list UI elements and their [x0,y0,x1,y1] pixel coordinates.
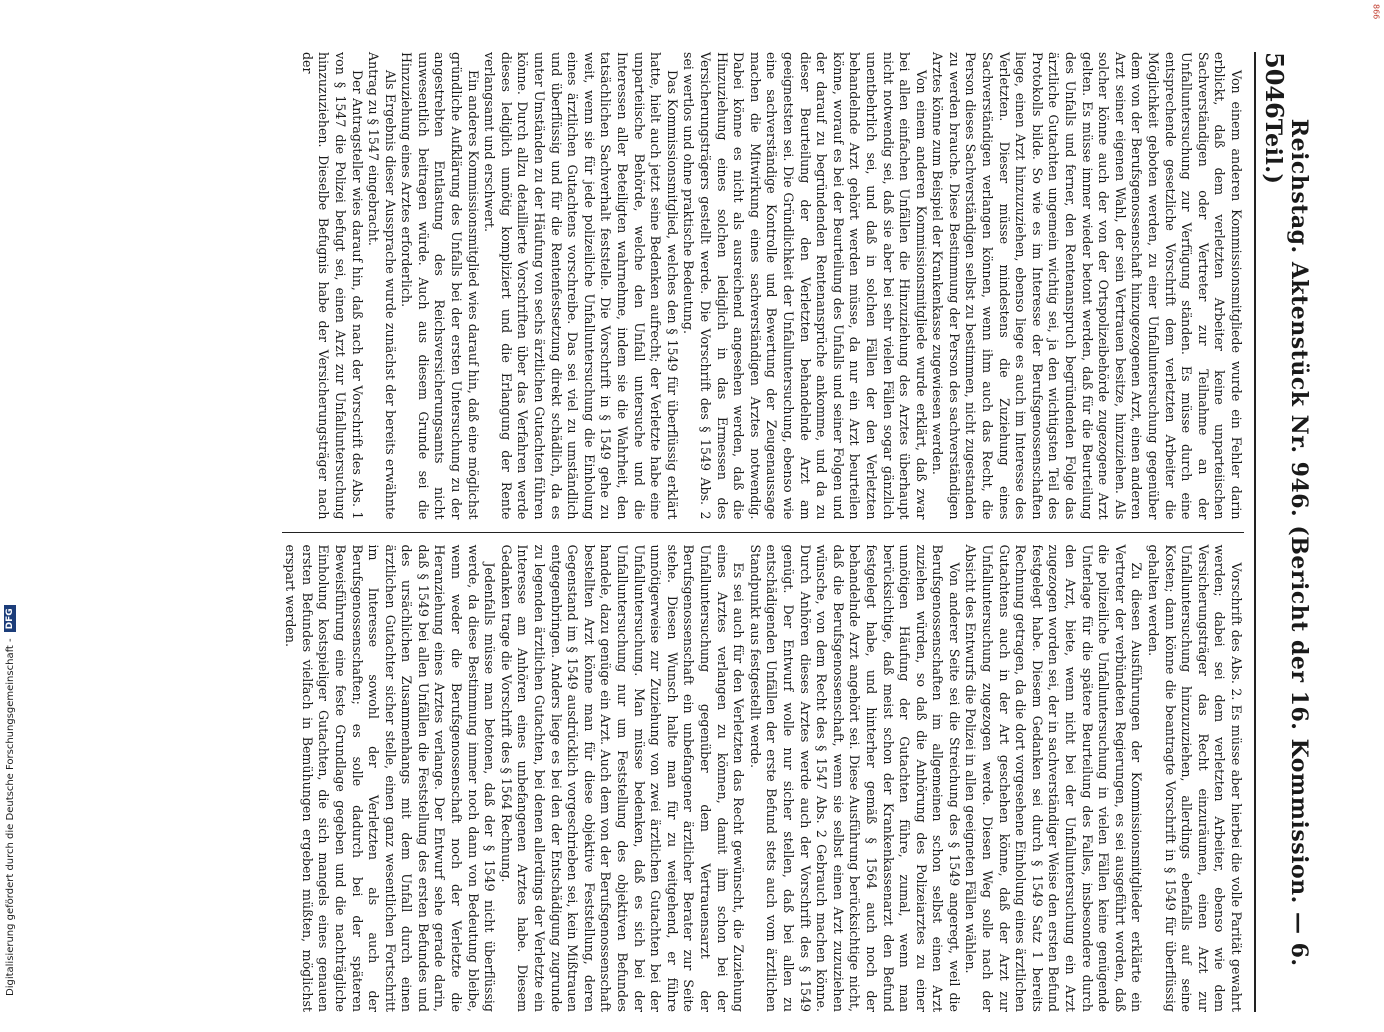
paragraph: Es sei auch für den Verletzten das Recht gewünscht, die Zuziehung eines Arztes verlangen zu können, damit ihm schon bei der Unfalluntersuchung gegenüber dem Vertrauensarzt der Berufsgenossenschaft ein unbefangener ärztlicher Berater zur Seite stehe. Diesen Wunsch halte man für zu weitgehend, er führe unnötigerweise zur Zuziehung von zwei ärztlichen Gutachten bei der Unfalluntersuchung. Man müsse bedenken, daß es sich bei der Unfalluntersuchung nur um Feststellung des objektiven Befundes handele, dazu genüge ein Arzt. Auch dem von der Berufsgenossenschaft bestellten Arzt könne man für diese objektive Feststellung, deren Gegenstand im § 1549 ausdrücklich vorgeschrieben sei, kein Mißtrauen entgegenbringen. Anders liege es bei den der Entschädigung zugrunde zu legenden ärztlichen Gutachten, bei denen allerdings der Verletzte ein Interesse am Anhören eines unbefangenen Arztes habe. Diesem Gedanken trage die Vorschrift des § 1564 Rechnung. [498,544,747,1012]
paragraph: Der Antragsteller wies darauf hin, daß nach der Vorschrift des Abs. 1 von § 1547 die Polizei befugt sei, einen Arzt zur Unfalluntersuchung hinzuzuziehen. Dieselbe Befugnis habe der Versicherungsträger nach der [299,52,365,520]
page-id-mark: 866 [1371,4,1380,20]
page-number: 5046 [1260,52,1289,119]
paragraph: Von einem anderen Kommissionsmitgliede wurde ein Fehler darin erblickt, daß dem verletzten Arbeiter keine unparteiischen Sachverständigen oder Vertreter zur Teilnahme an der Unfalluntersuchung zur Verfügung ständen. Es müsse durch eine entsprechende gesetzliche Vorschrift dem verletzten Arbeiter die Möglichkeit geboten werden, zu einer Unfalluntersuchung gegenüber dem von der Berufsgenossenschaft hinzugezogenen Arzt, einen anderen Arzt seiner eigenen Wahl, der sein Vertrauen besitze, hinzuziehen. Als solcher könne auch der von der Ortspolizeibehörde zugezogene Arzt gelten. Es müsse immer wieder betont werden, daß für die Beurteilung des Unfalls und ferner, den Rentenanspruch begründenden Folge das ärztliche Gutachten ungemein wichtig sei, ja den wichtigsten Teil des Protokolls bilde. So wie es im Interesse der Berufsgenossenschaften liege, einen Arzt hinzuzuziehen, ebenso liege es auch im Interesse des Verletzten. Dieser müsse mindestens die Zuziehung eines Sachverständigen verlangen können, wenn ihm auch das Recht, die Person dieses Sachverständigen selbst zu bestimmen, nicht zugestanden zu werden brauche. Diese Bestimmung der Person des sachverständigen Arztes könne zum Beispiel der Krankenkasse zugewiesen werden. [930,52,1244,520]
credit-text: Digitalisierung gefördert durch die Deutsche Forschungsgemeinschaft - [4,638,16,996]
paragraph: Jedenfalls müsse man betonen, daß der § 1549 nicht überflüssig werde, da diese Bestimmung immer noch dann von Bedeutung bleibe, wenn weder die Berufsgenossenschaft noch der Verletzte die Heranziehung eines Arztes verlange. Der Entwurf sehe gerade darin, daß § 1549 bei allen Unfällen die Feststellung des ersten Befundes und des ursächlichen Zusammenhangs mit dem Unfall durch einen ärztlichen Gutachter sicher stelle, einen ganz wesentlichen Fortschritt im Interesse sowohl der Verletzten als auch der Berufsgenossenschaften; es solle dadurch bei der späteren Beweisführung eine feste Grundlage gegeben und die nachträgliche Einholung kostspieliger Gutachten, die sich mangels eines genauen ersten Befundes vielfach in Bemühungen ergeben müßten, möglichst erspart werden. [283,544,498,1012]
paragraph: Zu diesen Ausführungen der Kommissionsmitglieder erklärte ein Vertreter der verbündeten Regierungen, es sei ausgeführt worden, daß die polizeiliche Unfalluntersuchung in vielen Fällen keine genügende Unterlage für die spätere Beurteilung des Falles, insbesondere durch den Arzt, biete, wenn nicht bei der Unfalluntersuchung ein Arzt zugezogen worden sei, der in sachverständiger Weise den ersten Befund festgelegt habe. Diesem Gedanken sei durch § 1549 Satz 1 bereits Rechnung getragen, da die dort vorgesehene Einholung eines ärztlichen Gutachtens auch in der Art geschehen könne, daß der Arzt zur Unfalluntersuchung zugezogen werde. Diesen Weg solle nach der Absicht des Entwurfs die Polizei in allen geeigneten Fällen wählen. [963,544,1145,1012]
paragraph: Von einem anderen Kommissionsmitgliede wurde erklärt, daß zwar bei allen einfachen Unfällen die Hinzuziehung des Arztes überhaupt nicht notwendig sei, daß sie aber bei sehr vielen Fällen sogar gänzlich unentbehrlich sei, und daß in solchen Fällen der den Verletzten behandelnde Arzt gehört werden müsse, da nur ein Arzt beurteilen könne, worauf es bei der Beurteilung des Unfalls und seiner Folgen und der darauf zu begründenden Rentenansprüche ankomme, und da zu dieser Beurteilung der den Verletzten behandelnde Arzt am geeignetsten sei. Die Gründlichkeit der Unfalluntersuchung, ebenso wie eine sachverständige Kontrolle und Bewertung der Zeugenaussage machen die Mitwirkung eines sachverständigen Arztes notwendig. Dabei könne es nicht als ausreichend angesehen werden, daß die Hinzuziehung eines solchen lediglich in das Ermessen des Versicherungsträgers gestellt werde. Die Vorschrift des § 1549 Abs. 2 sei wertlos und ohne praktische Bedeutung. [681,52,929,520]
paragraph: Von anderer Seite sei die Streichung des § 1549 angeregt, weil die Berufsgenossenschaften im allgemeinen schon selbst einen Arzt zuziehen würden, so daß die Anhörung des Polizeiarztes zu einer unnötigen Häufung der Gutachten führe, zumal, wenn man berücksichtige, daß meist schon der Krankenkassenarzt den Befund festgelegt habe, und hinterher gemäß § 1564 auch noch der behandelnde Arzt angehört sei. Diese Ausführung berücksichtige nicht, daß die Berufsgenossenschaft, wenn sie selbst einen Arzt zuzuziehen wünsche, von dem Recht des § 1547 Abs. 2 Gebrauch machen könne. Durch Anhören dieses Arztes werde auch der Vorschrift des § 1549 genügt. Der Entwurf wolle nur sicher stellen, daß bei allen zu entschädigenden Unfällen der erste Befund stets auch vom ärztlichen Standpunkt aus festgestellt werde. [747,544,962,1012]
page-header [1254,52,1312,1012]
digitization-credit [4,605,16,996]
column-divider [282,532,1244,533]
dfg-logo: DFG [4,605,16,632]
document-page [176,32,1312,1032]
right-column [282,545,1244,1013]
paragraph: Vorschrift des Abs. 2. Es müsse aber hierbei die volle Parität gewahrt werden; dabei sei dem verletzten Arbeiter, ebenso wie dem Versicherungsträger das Recht einzuräumen, einen Arzt zur Unfalluntersuchung hinzuzuziehen, allerdings ebenfalls auf seine Kosten; dann könne die beantragte Vorschrift in § 1549 für überflüssig gehalten werden. [1146,544,1244,1012]
paragraph: Das Kommissionsmitglied, welches den § 1549 für überflüssig erklärt hatte, hielt auch jetzt seine Bedenken aufrecht; der Verletzte habe eine unparteiische Behörde, welche den Unfall untersuche und die Interessen aller Beteiligten wahrnehme, indem sie die Wahrheit, den tatsächlichen Sachverhalt feststelle. Die Vorschrift in § 1549 gehe zu weit, wenn sie für jede polizeiliche Unfalluntersuchung die Einholung eines ärztlichen Gutachtens vorschreibe. Das sei viel zu umständlich und überflüssig und für die Rentenfestsetzung direkt schädlich, da es unter Umständen zu der Häufung von sechs ärztlichen Gutachten führen könne. Durch allzu detaillierte Vorschriften über das Verfahren werde dieses lediglich unnötig kompliziert und die Erlangung der Rente verlangsamt und erschwert. [482,52,680,520]
paragraph: Ein anderes Kommissionsmitglied wies darauf hin, daß eine möglichst gründliche Aufklärung des Unfalls bei der ersten Untersuchung zu der angestrebten Entlastung des Reichsversicherungsamts nicht unwesentlich beitragen würde. Auch aus diesem Grunde sei die Hinzuziehung eines Arztes erforderlich. [399,52,481,520]
page-title: Reichstag. Aktenstück Nr. 946. (Bericht der 16. Kommission. — 6. Teil.) [1260,118,1312,967]
text-columns [282,52,1244,1012]
left-column [282,52,1244,520]
paragraph: Als Ergebnis dieser Aussprache wurde zunächst der bereits erwähnte Antrag zu § 1547 eingebracht. [366,52,398,520]
